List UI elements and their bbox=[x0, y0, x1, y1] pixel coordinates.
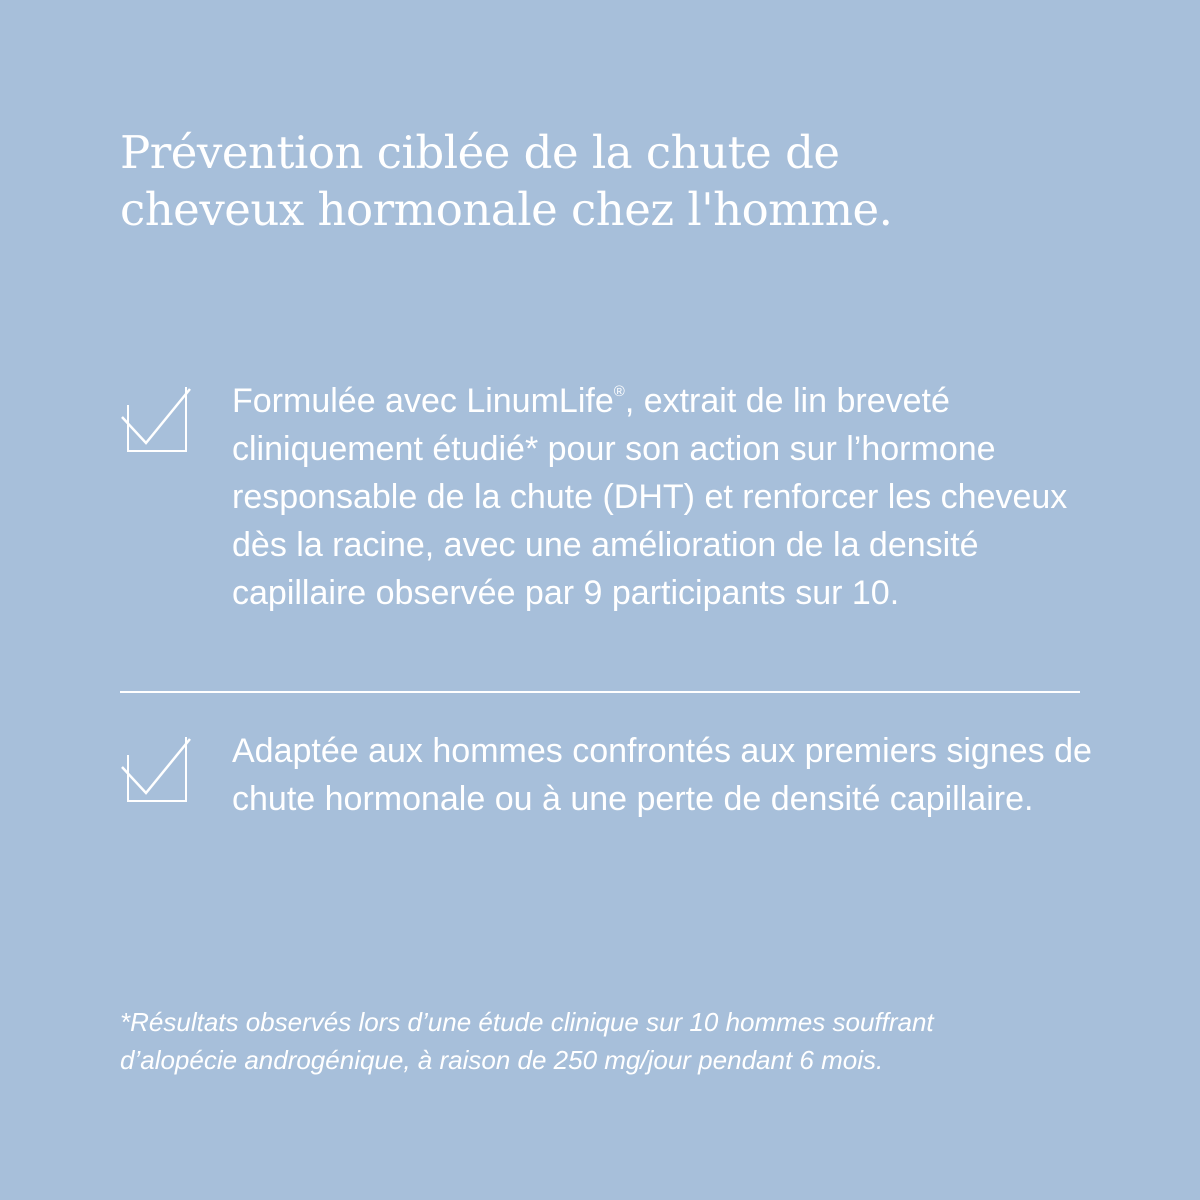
checkbox-checked-icon bbox=[120, 737, 192, 803]
feature-text-part-1: Formulée avec LinumLife bbox=[232, 382, 614, 420]
feature-text-part-2: , extrait de lin breveté cliniquement étudié* pour son action sur l’hormone responsable de la chute (DHT) et renforcer les cheveux dès la racine, avec une amélioration de la densité capillaire observée par 9 participants sur 10. bbox=[232, 382, 1068, 612]
section-divider bbox=[120, 691, 1080, 693]
checkbox-checked-icon bbox=[120, 387, 192, 453]
headline-line-1: Prévention ciblée de la chute de bbox=[120, 126, 840, 179]
headline bbox=[120, 124, 1100, 238]
feature-text-target-men: Adaptée aux hommes confrontés aux premiers signes de chute hormonale ou à une perte de densité capillaire. bbox=[232, 732, 1092, 818]
headline-line-2: cheveux hormonale chez l'homme. bbox=[120, 183, 893, 236]
registered-mark: ® bbox=[613, 383, 625, 400]
footnote: *Résultats observés lors d’une étude clinique sur 10 hommes souffrant d’alopécie androgénique, à raison de 250 mg/jour pendant 6 mois. bbox=[120, 1007, 934, 1075]
feature-text-linumlife bbox=[232, 377, 1092, 617]
